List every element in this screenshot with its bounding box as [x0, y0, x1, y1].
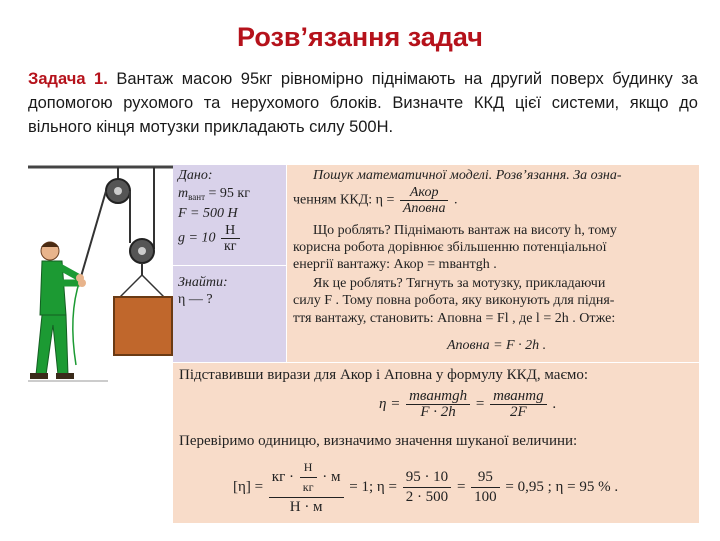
find-eta: η — ? [178, 292, 213, 307]
solution-line-2: ченням ККД: η = $\frac{\text{Aкор}}{\text{Aповна}}$ . [293, 185, 458, 216]
solution-line-6: Як це роблять? Тягнуть за мотузку, прикладаючи [313, 276, 606, 291]
given-header: Дано: [178, 168, 213, 183]
task-label: Задача 1. [28, 70, 108, 88]
solution-panel [287, 165, 699, 362]
given-force: F = 500 Н [178, 206, 238, 221]
page-title: Розв’язання задач [237, 22, 483, 52]
solution-line-8: ття вантажу, становить: Aповна = Fl , де l = 2h . Отже: [293, 311, 616, 326]
task-text: Вантаж масою 95кг рівномірно піднімають на другий поверх будинку за допомогою рухомого та нерухомого блоків. Визначте ККД цієї системи, якщо до вільного кінця мотузки прикладають силу 500Н. [28, 70, 698, 136]
given-g: g = 10 $\frac{Н}{кг}$ [178, 223, 242, 254]
worker-pulling-pulley-rope-icon [28, 165, 173, 390]
units-check: [η] = кг · $\frac{Н}{кг}$ · м Н · м = 1; η = $\frac{95 \cdot 10}{2 \cdot 500}$ = $\frac{95}{100}$ = 0,95 ; η = 95 % . [233, 460, 619, 515]
bottom-line-1: Підставивши вирази для Aкор і Aповна у формулу ККД, маємо: [179, 367, 589, 383]
solution-line-9: Aповна = F · 2h . [447, 338, 547, 353]
solution-line-1: Пошук математичної моделі. Розв’язання. За озна- [313, 168, 622, 183]
bottom-line-3: Перевіримо одиницю, визначимо значення шуканої величини: [179, 433, 578, 449]
bottom-formula: η = $\frac{\text{mвантgh}}{F \cdot 2h}$ = $\frac{\text{mвантg}}{2F}$ . [379, 388, 557, 420]
find-panel [173, 266, 286, 362]
given-panel [173, 165, 286, 265]
solution-line-5: енергії вантажу: Aкор = mвантgh . [293, 257, 497, 272]
given-mass: $m_{вант} = 95$ кг [178, 186, 250, 202]
find-header: Знайти: [178, 275, 228, 290]
task-statement [28, 67, 698, 139]
solution-line-7: силу F . Тому повна робота, яку виконують для підня- [293, 293, 615, 308]
solution-line-4: корисна робота дорівнює збільшенню потенціальної [293, 240, 607, 255]
solution-line-3: Що роблять? Піднімають вантаж на висоту h, тому [313, 223, 617, 238]
substitution-panel [173, 363, 699, 523]
